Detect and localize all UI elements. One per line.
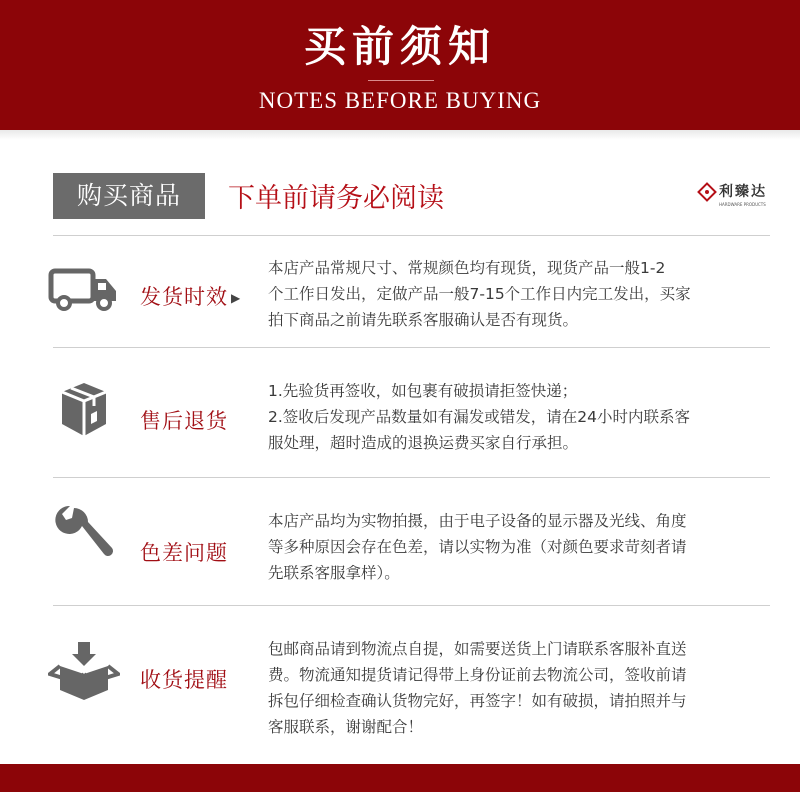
logo-dot-icon bbox=[705, 190, 709, 194]
description-line: 费。物流通知提货请记得带上身份证前去物流公司，签收前请 bbox=[268, 666, 687, 684]
divider bbox=[53, 477, 770, 478]
description-line: 客服联系，谢谢配合！ bbox=[268, 718, 424, 736]
description-line: 包邮商品请到物流点自提，如需要送货上门请联系客服补直送 bbox=[268, 640, 687, 658]
description-line: 服处理，超时造成的退换运费买家自行承担。 bbox=[268, 434, 579, 452]
section-description bbox=[268, 636, 778, 740]
description-line: 拍下商品之前请先联系客服确认是否有现货。 bbox=[268, 311, 579, 329]
description-line: 1.先验货再签收，如包裹有破损请拒签快递； bbox=[268, 382, 578, 400]
header-shadow bbox=[0, 130, 800, 140]
section-description bbox=[268, 378, 778, 456]
section-description bbox=[268, 508, 778, 586]
label-text: 发货时效 bbox=[140, 285, 228, 309]
brand-logo bbox=[700, 183, 780, 215]
section-label bbox=[140, 281, 250, 311]
logo-subtitle: HARDWARE PRODUCTS bbox=[719, 202, 766, 207]
section-description bbox=[268, 255, 778, 333]
page-title: 买前须知 bbox=[303, 22, 496, 71]
section-label: 收货提醒 bbox=[140, 668, 228, 692]
description-line: 本店产品常规尺寸、常规颜色均有现货，现货产品一般1-2 bbox=[268, 259, 666, 277]
title-divider bbox=[368, 80, 434, 81]
section-label: 色差问题 bbox=[140, 541, 228, 565]
open-box-icon bbox=[48, 640, 120, 700]
section-tag: 购买商品 bbox=[53, 173, 205, 219]
logo-name: 利臻达 bbox=[719, 184, 767, 200]
divider bbox=[53, 605, 770, 606]
play-arrow-icon: ▶ bbox=[231, 291, 242, 305]
description-line: 本店产品均为实物拍摄，由于电子设备的显示器及光线、角度 bbox=[268, 512, 687, 530]
divider bbox=[53, 235, 770, 236]
notice-heading: 下单前请务必阅读 bbox=[228, 183, 444, 214]
truck-icon bbox=[48, 262, 120, 322]
description-line: 先联系客服拿样）。 bbox=[268, 564, 400, 582]
description-line: 2.签收后发现产品数量如有漏发或错发，请在24小时内联系客 bbox=[268, 408, 691, 426]
description-line: 拆包仔细检查确认货物完好，再签字！如有破损，请拍照并与 bbox=[268, 692, 687, 710]
description-line: 等多种原因会存在色差，请以实物为准（对颜色要求苛刻者请 bbox=[268, 538, 687, 556]
description-line: 个工作日发出，定做产品一般7-15个工作日内完工发出，买家 bbox=[268, 285, 691, 303]
page-subtitle: NOTES BEFORE BUYING bbox=[258, 88, 542, 113]
section-label: 售后退货 bbox=[140, 409, 228, 433]
header-banner bbox=[0, 0, 800, 130]
wrench-icon bbox=[48, 504, 120, 564]
footer-bar bbox=[0, 764, 800, 792]
divider bbox=[53, 347, 770, 348]
package-icon bbox=[48, 380, 120, 440]
